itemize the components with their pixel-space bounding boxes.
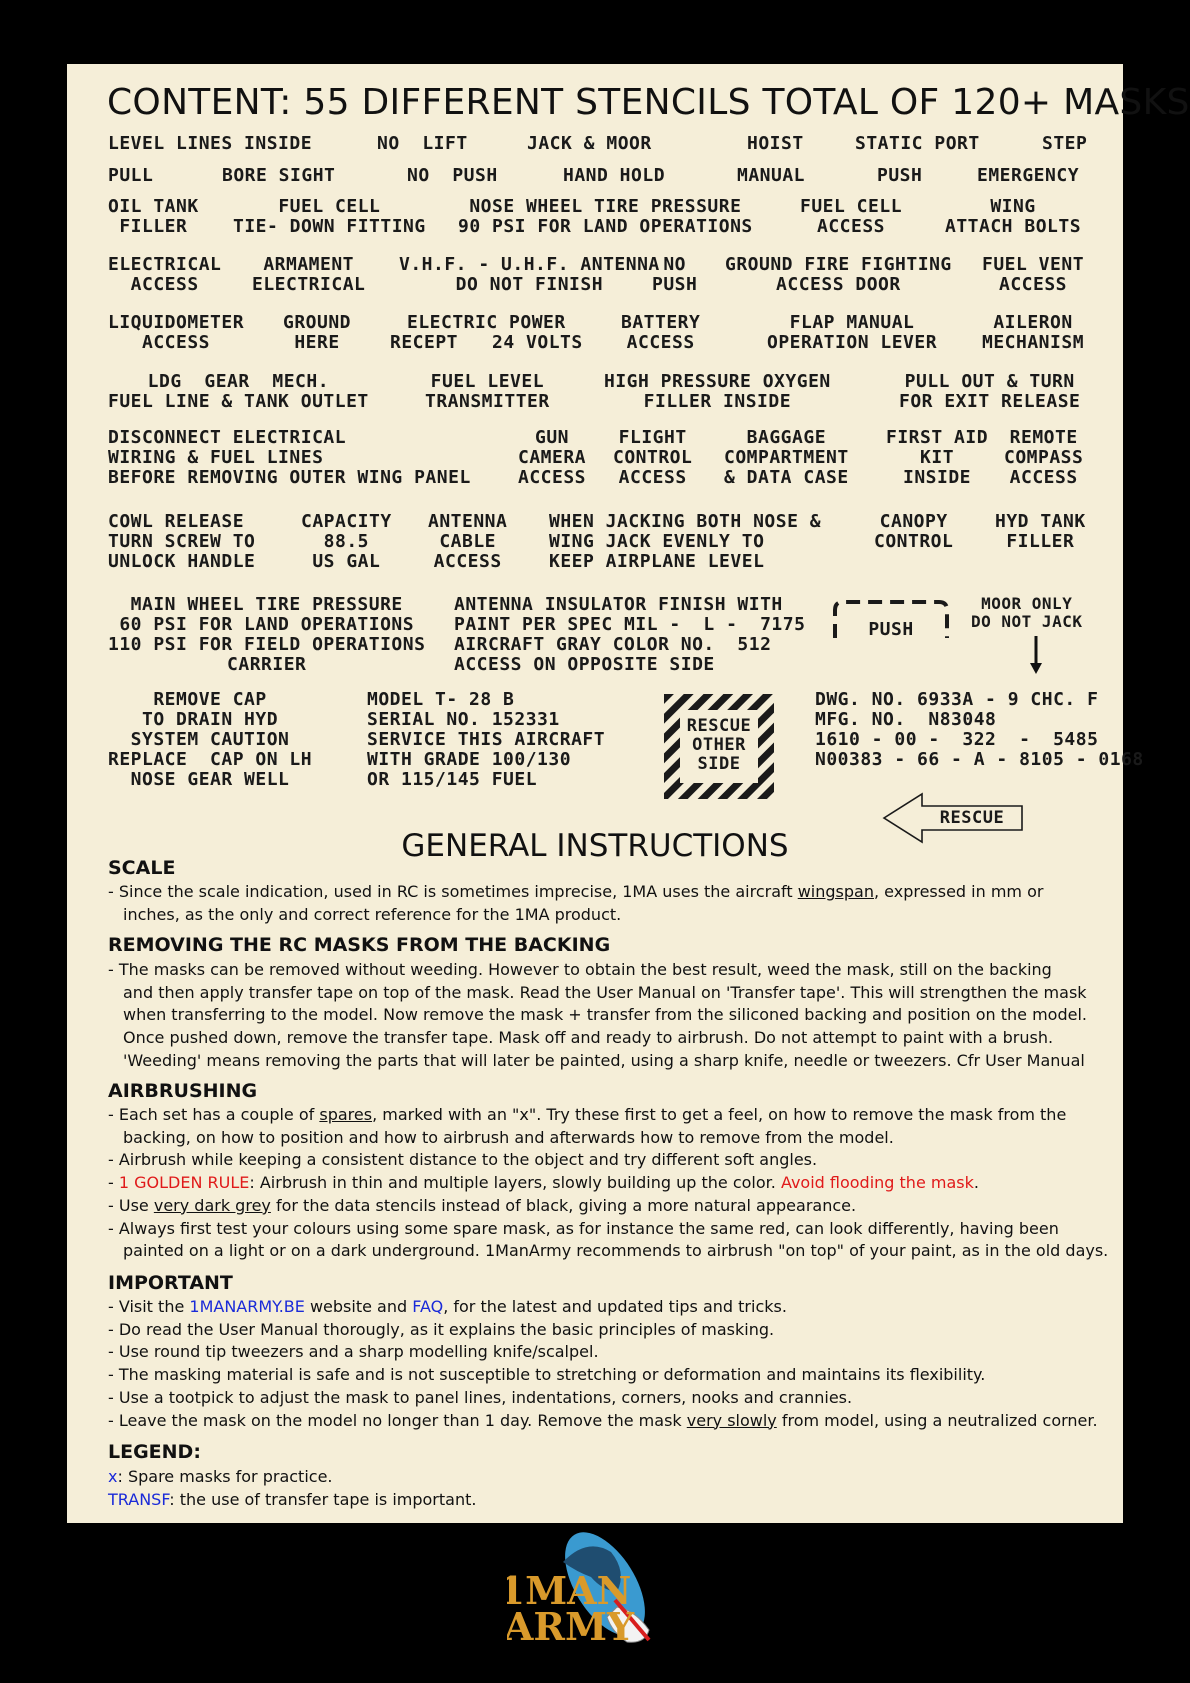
stencil-first-aid: FIRST AID KIT INSIDE [886, 427, 989, 488]
legend-heading: LEGEND: [108, 1441, 201, 1463]
stencil-fuel-cell-tiedown: FUEL CELL TIE- DOWN FITTING [233, 196, 426, 237]
push-stencil-frame [831, 598, 951, 642]
stencil-flap-manual: FLAP MANUAL OPERATION LEVER [767, 312, 938, 353]
stencil-moor-only: MOOR ONLY DO NOT JACK [971, 594, 1083, 631]
stencil-hand-hold: HAND HOLD [563, 165, 666, 186]
stencil-emergency: EMERGENCY [977, 165, 1080, 186]
stencil-manual: MANUAL [737, 165, 806, 186]
stencil-ground-fire: GROUND FIRE FIGHTING ACCESS DOOR [725, 254, 952, 295]
airbrushing-heading: AIRBRUSHING [108, 1080, 258, 1102]
stencil-push-box-label: PUSH [868, 619, 914, 640]
stencil-battery: BATTERY ACCESS [621, 312, 701, 353]
stencil-disconnect-electrical: DISCONNECT ELECTRICAL WIRING & FUEL LINES BEFORE REMOVING OUTER WING PANEL [108, 427, 471, 488]
stencil-electrical-access: ELECTRICAL ACCESS [108, 254, 222, 295]
stencil-baggage: BAGGAGE COMPARTMENT & DATA CASE [724, 427, 849, 488]
stencil-no-lift: NO LIFT [377, 133, 468, 154]
stencil-pull: PULL [108, 165, 154, 186]
stencil-armament: ARMAMENT ELECTRICAL [252, 254, 366, 295]
stencil-step: STEP [1042, 133, 1088, 154]
stencil-gun-camera: GUN CAMERA ACCESS [518, 427, 587, 488]
stencil-hoist: HOIST [747, 133, 804, 154]
important-heading: IMPORTANT [108, 1272, 233, 1294]
stencil-aileron: AILERON MECHANISM [982, 312, 1085, 353]
stencil-ground-here: GROUND HERE [283, 312, 352, 353]
stencil-antenna-cable: ANTENNA CABLE ACCESS [428, 511, 508, 572]
website-link[interactable]: 1MANARMY.BE [189, 1297, 305, 1316]
stencil-remote-compass: REMOTE COMPASS ACCESS [1004, 427, 1084, 488]
stencil-pull-out-turn: PULL OUT & TURN FOR EXIT RELEASE [899, 371, 1081, 412]
stencil-electric-power: ELECTRIC POWER RECEPT 24 VOLTS [390, 312, 583, 353]
removing-text: - The masks can be removed without weeding. However to obtain the best result, weed the mask, still on the backing and then apply transfer tape on top of the mask. Read the User Manual on 'Transfer tape'. This will strengthen the mask when transferring to the model. Now remove the mask + transfer from the siliconed backing and position on the model. Once pushed down, remove the transfer tape. Mask off and ready to airbrush. Do not attempt to paint with a brush. 'Weeding' means removing the parts that will later be painted, using a sharp knife, needle or tweezers. Cfr User Manual [108, 960, 1087, 1070]
stencil-nose-wheel: NOSE WHEEL TIRE PRESSURE 90 PSI FOR LAND OPERATIONS [458, 196, 753, 237]
stencil-jacking: WHEN JACKING BOTH NOSE & WING JACK EVENLY TO KEEP AIRPLANE LEVEL [549, 511, 822, 572]
general-instructions-title: GENERAL INSTRUCTIONS [401, 828, 789, 864]
stencil-rescue-label: RESCUE [939, 808, 1005, 828]
logo-line1: 1MAN [507, 1568, 632, 1613]
stencil-oxygen: HIGH PRESSURE OXYGEN FILLER INSIDE [604, 371, 831, 412]
stencil-no-push: NO PUSH [407, 165, 498, 186]
1manarmy-logo [507, 1532, 687, 1652]
stencil-static-port: STATIC PORT [855, 133, 980, 154]
stencil-fuel-cell-access: FUEL CELL ACCESS [800, 196, 903, 237]
stencil-main-wheel: MAIN WHEEL TIRE PRESSURE 60 PSI FOR LAND OPERATIONS 110 PSI FOR FIELD OPERATIONS CARRIER [108, 594, 426, 675]
stencil-level-lines: LEVEL LINES INSIDE [108, 133, 313, 154]
stencil-antenna-insulator: ANTENNA INSULATOR FINISH WITH PAINT PER SPEC MIL - L - 7175 AIRCRAFT GRAY COLOR NO. 512 ACCESS ON OPPOSITE SIDE [454, 594, 806, 675]
stencil-model-serial: MODEL T- 28 B SERIAL NO. 152331 SERVICE THIS AIRCRAFT WITH GRADE 100/130 OR 115/145 FUEL [367, 689, 606, 790]
stencil-jack-moor: JACK & MOOR [527, 133, 652, 154]
airbrushing-text: - Each set has a couple of spares, marked with an "x". Try these first to get a feel, on how to remove the mask from the backing, on how to position and how to airbrush and afterwards how to remove from the model. - Airbrush while keeping a consistent distance to the object and try different soft angles. - 1 GOLDEN RULE: Airbrush in thin and multiple layers, slowly building up the color. Avoid flooding the mask. - Use very dark grey for the data stencils instead of black, giving a more natural appearance. - Always first test your colours using some spare mask, as for instance the same red, can look differently, having been painted on a light or on a dark underground. 1ManArmy recommends to airbrush "on top" of your paint, as in the old days. [108, 1105, 1109, 1261]
scale-text: - Since the scale indication, used in RC is sometimes imprecise, 1MA uses the aircraft wingspan, expressed in mm or inches, as the only and correct reference for the 1MA product. [108, 882, 1044, 924]
stencil-rescue-other-side: RESCUE OTHER SIDE [686, 716, 752, 774]
logo-line2: ARMY [507, 1604, 635, 1649]
content-heading: CONTENT: 55 DIFFERENT STENCILS TOTAL OF 120+ MASKS [107, 82, 1190, 123]
removing-heading: REMOVING THE RC MASKS FROM THE BACKING [108, 934, 611, 956]
stencil-oil-tank: OIL TANK FILLER [108, 196, 199, 237]
stencil-remove-cap: REMOVE CAP TO DRAIN HYD SYSTEM CAUTION REPLACE CAP ON LH NOSE GEAR WELL [108, 689, 313, 790]
arrow-down-icon [1029, 636, 1043, 676]
stencil-canopy: CANOPY CONTROL [874, 511, 954, 552]
stencil-flight-control: FLIGHT CONTROL ACCESS [613, 427, 693, 488]
stencil-wing-bolts: WING ATTACH BOLTS [945, 196, 1082, 237]
stencil-liquidometer: LIQUIDOMETER ACCESS [108, 312, 245, 353]
legend-text: x: Spare masks for practice. TRANSF: the use of transfer tape is important. [108, 1467, 477, 1509]
stencil-push: PUSH [877, 165, 923, 186]
stencil-fuel-level: FUEL LEVEL TRANSMITTER [425, 371, 550, 412]
stencil-capacity: CAPACITY 88.5 US GAL [301, 511, 392, 572]
scale-heading: SCALE [108, 857, 176, 879]
stencil-bore-sight: BORE SIGHT [222, 165, 336, 186]
stencil-no-push-2: NO PUSH [652, 254, 698, 295]
stencil-antenna-vhf: V.H.F. - U.H.F. ANTENNA DO NOT FINISH [399, 254, 660, 295]
stencil-ldg-gear: LDG GEAR MECH. FUEL LINE & TANK OUTLET [108, 371, 369, 412]
rescue-hatch-frame [664, 694, 774, 799]
stencil-cowl-release: COWL RELEASE TURN SCREW TO UNLOCK HANDLE [108, 511, 256, 572]
important-text: - Visit the 1MANARMY.BE website and FAQ, for the latest and updated tips and tricks. - Do read the User Manual thorougly, as it explains the basic principles of masking. - Use round tip tweezers and a sharp modelling knife/scalpel. - The masking material is safe and is not susceptible to stretching or deformation and maintains its flexibility. - Use a tootpick to adjust the mask to panel lines, indentations, corners, nooks and crannies. - Leave the mask on the model no longer than 1 day. Remove the mask very slowly from model, using a neutralized corner. [108, 1297, 1098, 1430]
stencil-hyd-tank: HYD TANK FILLER [995, 511, 1086, 552]
instruction-sheet [67, 64, 1190, 1523]
faq-link[interactable]: FAQ [412, 1297, 444, 1316]
stencil-fuel-vent: FUEL VENT ACCESS [982, 254, 1085, 295]
stencil-dwg-mfg: DWG. NO. 6933A - 9 CHC. F MFG. NO. N83048 1610 - 00 - 322 - 5485 N00383 - 66 - A - 8105 - 0168 [815, 689, 1144, 770]
